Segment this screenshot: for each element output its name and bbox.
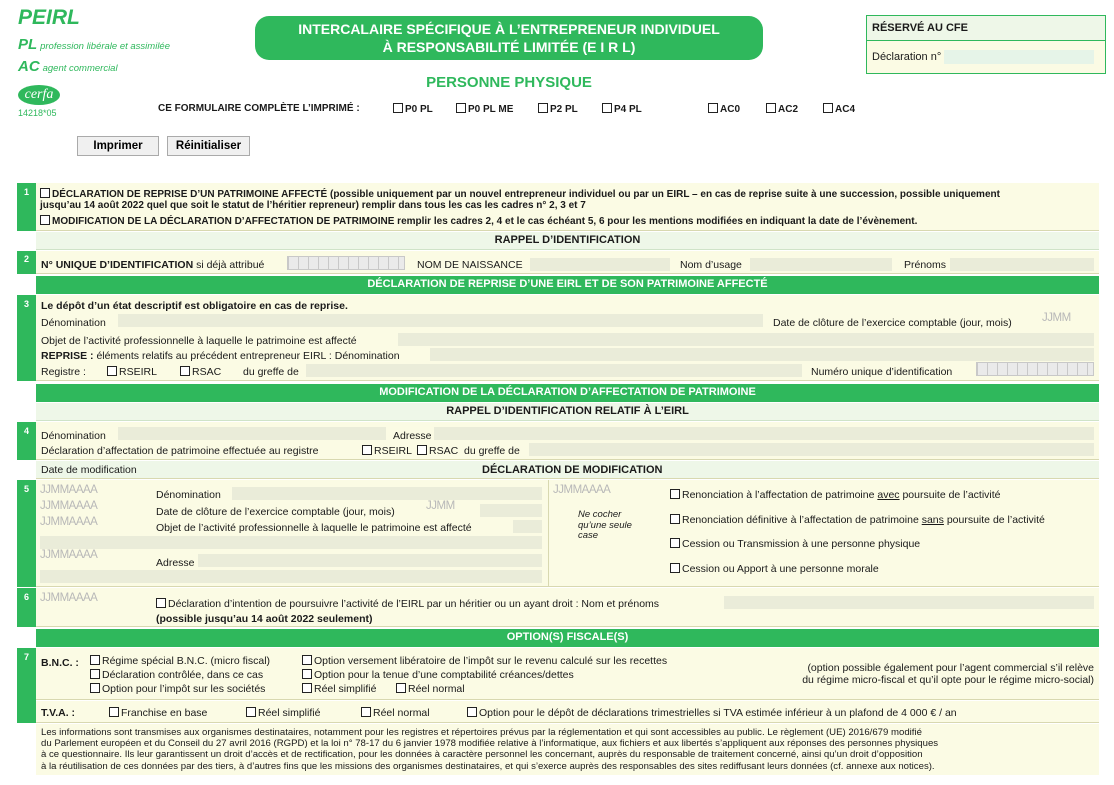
bnc-versement-option[interactable]: Option versement libératoire de l’impôt sur le revenu calculé sur les recettes (302, 655, 667, 667)
cerfa-logo: cerfa (18, 85, 60, 105)
ac-line: AC agent commercial (18, 58, 118, 75)
form-title: INTERCALAIRE SPÉCIFIQUE À L’ENTREPRENEUR INDIVIDUEL À RESPONSABILITÉ LIMITÉE (E I R L) (255, 16, 763, 60)
section-number: 1 (17, 183, 36, 231)
checkbox[interactable] (708, 103, 718, 113)
cession-physique-option[interactable]: Cession ou Transmission à une personne physique (670, 538, 920, 550)
section-number: 5 (17, 480, 36, 587)
object-field-2[interactable] (40, 536, 542, 549)
checkbox[interactable] (393, 103, 403, 113)
band-rappel-eirl: RAPPEL D’IDENTIFICATION RELATIF À L’EIRL (36, 403, 1099, 421)
tva-label: T.V.A. : (41, 707, 76, 719)
renonciation-sans-option[interactable]: Renonciation définitive à l’affectation de patrimoine sans poursuite de l’activité (670, 514, 1045, 526)
section-number: 6 (17, 588, 36, 627)
checkbox[interactable] (362, 445, 372, 455)
checkbox[interactable] (417, 445, 427, 455)
denomination-label: Dénomination (41, 317, 106, 329)
closing-date-field[interactable]: JJMM (1042, 312, 1071, 324)
reprise-denom-field[interactable] (430, 348, 1094, 361)
checkbox[interactable] (396, 683, 406, 693)
date-field[interactable]: JJMMAAAA (40, 484, 98, 496)
checkbox[interactable] (180, 366, 190, 376)
tva-reel-normal-option[interactable]: Réel normal (361, 707, 430, 719)
usage-name-field[interactable] (750, 258, 892, 271)
address-field[interactable] (198, 554, 542, 567)
renonciation-avec-option[interactable]: Renonciation à l’affectation de patrimoine avec poursuite de l’activité (670, 489, 1001, 501)
address-field-2[interactable] (40, 570, 542, 583)
checkbox[interactable] (246, 707, 256, 717)
divider (548, 480, 549, 587)
modification-option[interactable]: MODIFICATION DE LA DÉCLARATION D’AFFECTATION DE PATRIMOINE remplir les cadres 2, 4 et le cas échéant 5, 6 pour les mentions modifiées en indiquant la date de l’évènement. (40, 215, 917, 227)
address-label: Adresse (393, 430, 432, 442)
checkbox[interactable] (602, 103, 612, 113)
denomination-label: Dénomination (41, 430, 106, 442)
pl-line: PL profession libérale et assimilée (18, 36, 170, 53)
checkbox[interactable] (670, 563, 680, 573)
heir-name-field[interactable] (724, 596, 1094, 609)
closing-date-label: Date de clôture de l’exercice comptable (jour, mois) (156, 506, 395, 518)
checkbox[interactable] (302, 655, 312, 665)
depot-note: Le dépôt d’un état descriptif est obligatoire en cas de reprise. (41, 300, 348, 312)
intention-note: (possible jusqu’au 14 août 2022 seulement) (156, 613, 373, 625)
date-field[interactable]: JJMMAAAA (553, 484, 611, 496)
rsac-option[interactable]: RSAC (180, 366, 221, 378)
cfe-declaration: Déclaration n° (867, 41, 1105, 64)
greffe-label: du greffe de (243, 366, 299, 378)
cfe-box (866, 15, 1106, 74)
tva-franchise-option[interactable]: Franchise en base (109, 707, 207, 719)
form-ac4[interactable]: AC4 (823, 103, 855, 115)
band-rappel: RAPPEL D’IDENTIFICATION (36, 232, 1099, 250)
checkbox[interactable] (823, 103, 833, 113)
checkbox[interactable] (109, 707, 119, 717)
nui-field[interactable] (287, 256, 405, 270)
affectation-label: Déclaration d’affectation de patrimoine effectuée au registre (41, 445, 319, 457)
form-subtitle: PERSONNE PHYSIQUE (426, 74, 592, 91)
band-reprise: DÉCLARATION DE REPRISE D’UNE EIRL ET DE SON PATRIMOINE AFFECTÉ (36, 276, 1099, 294)
section-number: 7 (17, 648, 36, 723)
checkbox[interactable] (456, 103, 466, 113)
section-number: 4 (17, 422, 36, 460)
checkbox[interactable] (302, 683, 312, 693)
checkbox[interactable] (670, 514, 680, 524)
bnc-label: B.N.C. : (41, 657, 79, 669)
reprise-option[interactable]: DÉCLARATION DE REPRISE D’UN PATRIMOINE AFFECTÉ (possible uniquement par un nouvel entrepreneur individuel ou par un EIRL – en cas de reprise suite à une succession, possible uniquement (40, 188, 1000, 200)
denomination-field[interactable] (118, 427, 386, 440)
firstnames-label: Prénoms (904, 259, 947, 271)
bnc-is-option[interactable]: Option pour l’impôt sur les sociétés (90, 683, 265, 695)
peirl-title: PEIRL (18, 6, 80, 29)
closing-extra-field[interactable] (480, 504, 542, 517)
checkbox[interactable] (40, 215, 50, 225)
tva-reel-simplifie-option[interactable]: Réel simplifié (246, 707, 320, 719)
object-label: Objet de l’activité professionnelle à laquelle le patrimoine est affecté (41, 335, 357, 347)
form-p4pl[interactable]: P4 PL (602, 103, 642, 115)
date-field[interactable]: JJMMAAAA (40, 592, 98, 604)
date-field[interactable]: JJMMAAAA (40, 549, 98, 561)
section-number: 2 (17, 251, 36, 274)
checkbox[interactable] (670, 489, 680, 499)
form-ac2[interactable]: AC2 (766, 103, 798, 115)
checkbox[interactable] (156, 598, 166, 608)
checkbox[interactable] (538, 103, 548, 113)
checkbox[interactable] (107, 366, 117, 376)
closing-date-label: Date de clôture de l’exercice comptable (jour, mois) (773, 317, 1012, 329)
cession-morale-option[interactable]: Cession ou Apport à une personne morale (670, 563, 879, 575)
intention-option[interactable]: Déclaration d’intention de poursuivre l’activité de l’EIRL par un héritier ou un ayant droit : Nom et prénoms (156, 598, 659, 610)
object-field[interactable] (513, 520, 542, 533)
denomination-label: Dénomination (156, 489, 221, 501)
birth-name-label: NOM DE NAISSANCE (417, 259, 523, 271)
form-p2pl[interactable]: P2 PL (538, 103, 578, 115)
form-p0pl[interactable]: P0 PL (393, 103, 433, 115)
greffe-label: du greffe de (464, 445, 520, 457)
denomination-field[interactable] (118, 314, 763, 327)
privacy-notice: Les informations sont transmises aux organismes destinataires, notamment pour les registres et répertoires prévus par la réglementation et qui sont accessibles au public. Le règlement (UE) 2016/679 modifié du Parlement européen et du Conseil du 27 avril 2016 (RGPD) et la loi n° 78-17 du 6 janvier 1978 modifiée relative à l’informatique, aux fichiers et aux libertés s’appliquent aux réponses des personnes physiques à ce questionnaire. Ils leur garantissent un droit d’accès et de rectification, pour les données à caractère personnel les concernant, auprès du responsable de traitement concerné, ainsi qu’un droit d’opposition à la réutilisation de ces données par des tiers, à d’autres fins que les missions des organismes destinataires, et qui s’exerce auprès des responsables des sites rediffusant leurs données (cf. annexe aux notices). (41, 727, 939, 772)
denomination-field[interactable] (232, 487, 542, 500)
checkbox[interactable] (90, 655, 100, 665)
rseirl-option[interactable]: RSEIRL (107, 366, 157, 378)
bnc-micro-option[interactable]: Régime spécial B.N.C. (micro fiscal) (90, 655, 270, 667)
address-field[interactable] (434, 427, 1094, 440)
print-button[interactable]: Imprimer (77, 136, 159, 156)
checkbox[interactable] (90, 669, 100, 679)
band-options: OPTION(S) FISCALE(S) (36, 629, 1099, 647)
rsac-option[interactable]: RSAC (417, 445, 458, 457)
cfe-title: RÉSERVÉ AU CFE (867, 16, 1105, 41)
single-check-note: Ne cocher qu’une seule case (578, 509, 632, 541)
nui-field[interactable] (976, 362, 1094, 376)
usage-name-label: Nom d’usage (680, 259, 742, 271)
bnc-reel-normal-option[interactable]: Réel normal (396, 683, 465, 695)
checkbox[interactable] (766, 103, 776, 113)
reprise-label: REPRISE : éléments relatifs au précédent entrepreneur EIRL : Dénomination (41, 350, 400, 362)
date-modif-label: Date de modification (41, 464, 137, 476)
greffe-field[interactable] (306, 364, 802, 377)
nui-label: N° UNIQUE D’IDENTIFICATION si déjà attribué (41, 259, 265, 271)
tva-trimestriel-option[interactable]: Option pour le dépôt de déclarations trimestrielles si TVA estimée inférieur à un plafond de 4 000 € / an (467, 707, 957, 719)
reset-button[interactable]: Réinitialiser (167, 136, 250, 156)
birth-name-field[interactable] (530, 258, 670, 271)
checkbox[interactable] (670, 538, 680, 548)
object-field[interactable] (398, 333, 1094, 346)
bnc-note: (option possible également pour l’agent commercial s’il relève du régime micro-fiscal et qu’il opte pour le régime micro-social) (802, 662, 1094, 686)
form-ac0[interactable]: AC0 (708, 103, 740, 115)
object-label: Objet de l’activité professionnelle à laquelle le patrimoine est affecté (156, 522, 472, 534)
band-modification: MODIFICATION DE LA DÉCLARATION D’AFFECTATION DE PATRIMOINE (36, 384, 1099, 402)
nui-label: Numéro unique d’identification (811, 366, 953, 378)
checkbox[interactable] (361, 707, 371, 717)
bnc-controlee-option[interactable]: Déclaration contrôlée, dans ce cas (90, 669, 263, 681)
closing-date-field[interactable]: JJMM (426, 500, 455, 512)
registre-label: Registre : (41, 366, 86, 378)
bnc-reel-simplifie-option[interactable]: Réel simplifié (302, 683, 376, 695)
greffe-field[interactable] (529, 443, 1094, 456)
form-p0plme[interactable]: P0 PL ME (456, 103, 513, 115)
checkbox[interactable] (467, 707, 477, 717)
bnc-creances-option[interactable]: Option pour la tenue d’une comptabilité créances/dettes (302, 669, 574, 681)
cerfa-number: 14218*05 (18, 108, 57, 118)
reprise-note: jusqu’au 14 août 2022 quel que soit le statut de l’héritier repreneur) remplir dans tous les cas les cadres n° 2, 3 et 7 (40, 200, 586, 211)
firstnames-field[interactable] (950, 258, 1094, 271)
checkbox[interactable] (90, 683, 100, 693)
checkbox[interactable] (40, 188, 50, 198)
section-number: 3 (17, 295, 36, 381)
cfe-declaration-field[interactable] (944, 50, 1094, 64)
date-field[interactable]: JJMMAAAA (40, 500, 98, 512)
address-label: Adresse (156, 557, 195, 569)
date-field[interactable]: JJMMAAAA (40, 516, 98, 528)
rseirl-option[interactable]: RSEIRL (362, 445, 412, 457)
checkbox[interactable] (302, 669, 312, 679)
decl-modif-title: DÉCLARATION DE MODIFICATION (482, 464, 663, 476)
completes-label: CE FORMULAIRE COMPLÈTE L’IMPRIMÉ : (158, 103, 360, 114)
